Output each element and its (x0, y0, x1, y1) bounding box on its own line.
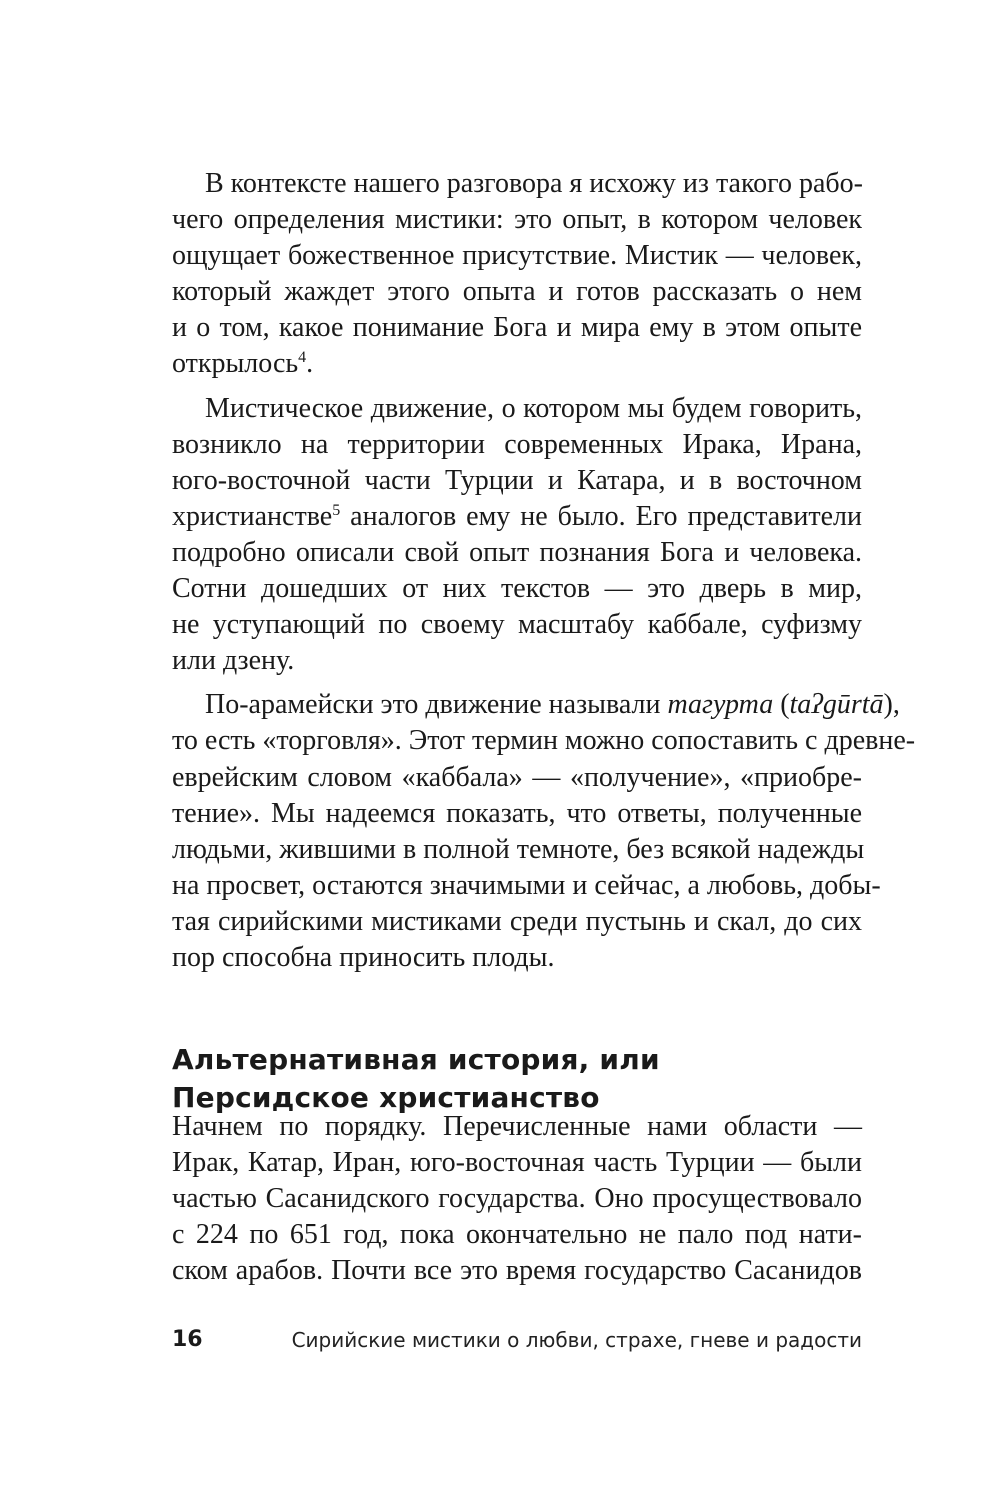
text-line: ском арабов. Почти все это время государство Сасанидов (172, 1255, 862, 1287)
text-line (172, 687, 900, 723)
text-line: или дзену. (172, 645, 295, 677)
text-line: подробно описали свой опыт познания Бога и человека. (172, 536, 862, 568)
paragraph-mysticism-definition (172, 166, 862, 383)
heading-line: Персидское христианство (172, 1081, 600, 1115)
running-title: Сирийские мистики о любви, страхе, гневе и радости (291, 1328, 862, 1352)
line-text: открылось (172, 348, 299, 380)
text-line: тая сирийскими мистиками среди пустынь и скал, до сих (172, 905, 862, 937)
section-heading (172, 1041, 862, 1117)
footnote-marker[interactable]: 5 (332, 501, 341, 519)
text-line: Сотни дошедших от них текстов — это дверь в мир, (172, 573, 862, 605)
text-line: на просвет, остаются значимыми и сейчас, а любовь, добы- (172, 869, 881, 901)
paragraph-mystical-movement (172, 391, 862, 680)
line-text: По-арамейски это движение называли (205, 689, 668, 721)
text-line: не уступающий по своему масштабу каббале, суфизму (172, 609, 862, 641)
paragraph-sasanian-state (172, 1109, 862, 1289)
text-line: Мистическое движение, о котором мы будем говорить, (205, 392, 862, 424)
line-text: христианстве (172, 500, 333, 532)
text-line: юго-восточной части Турции и Катара, и в восточном (172, 464, 862, 496)
page-footer (172, 1322, 862, 1362)
text-line: который жаждет этого опыта и готов рассказать о нем (172, 276, 862, 308)
text-line: тение». Мы надеемся показать, что ответы, полученные (172, 797, 862, 829)
text-line: ощущает божественное присутствие. Мистик — человек, (172, 240, 862, 272)
text-line: В контексте нашего разговора я исхожу из такого рабо- (205, 168, 863, 199)
line-text: . (306, 348, 314, 380)
text-line: и о том, какое понимание Бога и мира ему в этом опыте (172, 312, 862, 344)
line-text: аналогов ему не было. Его представители (340, 500, 862, 532)
text-line: возникло на территории современных Ирака, Ирана, (172, 428, 862, 460)
text-line: то есть «торговля». Этот термин можно сопоставить с древне- (172, 725, 916, 757)
text-line: Ирак, Катар, Иран, юго-восточная часть Турции — были (172, 1147, 862, 1179)
text-line: чего определения мистики: это опыт, в котором человек (172, 204, 862, 236)
text-line: еврейским словом «каббала» — «получение», «приобре- (172, 761, 862, 793)
text-line: людьми, жившими в полной темноте, без всякой надежды (172, 833, 865, 865)
text-line: пор способна приносить плоды. (172, 941, 555, 973)
section-text-block (172, 1109, 862, 1289)
text-line (172, 346, 862, 382)
paragraph-taggurta (172, 687, 916, 976)
text-line (172, 499, 862, 535)
text-line: частью Сасанидского государства. Оно просуществовало (172, 1183, 862, 1215)
text-line: Начнем по порядку. Перечисленные нами области — (172, 1111, 862, 1142)
line-text: ), (883, 689, 900, 721)
heading-line: Альтернативная история, или (172, 1043, 660, 1077)
text-line: с 224 по 651 год, пока окончательно не пало под нати- (172, 1219, 862, 1251)
footnote-marker[interactable]: 4 (298, 349, 307, 367)
transliteration-italic: taʔgūrtā (789, 689, 884, 721)
term-italic: тагурта (667, 689, 774, 721)
line-text: ( (773, 689, 790, 721)
main-text-block (172, 166, 916, 976)
page-number: 16 (172, 1327, 203, 1352)
